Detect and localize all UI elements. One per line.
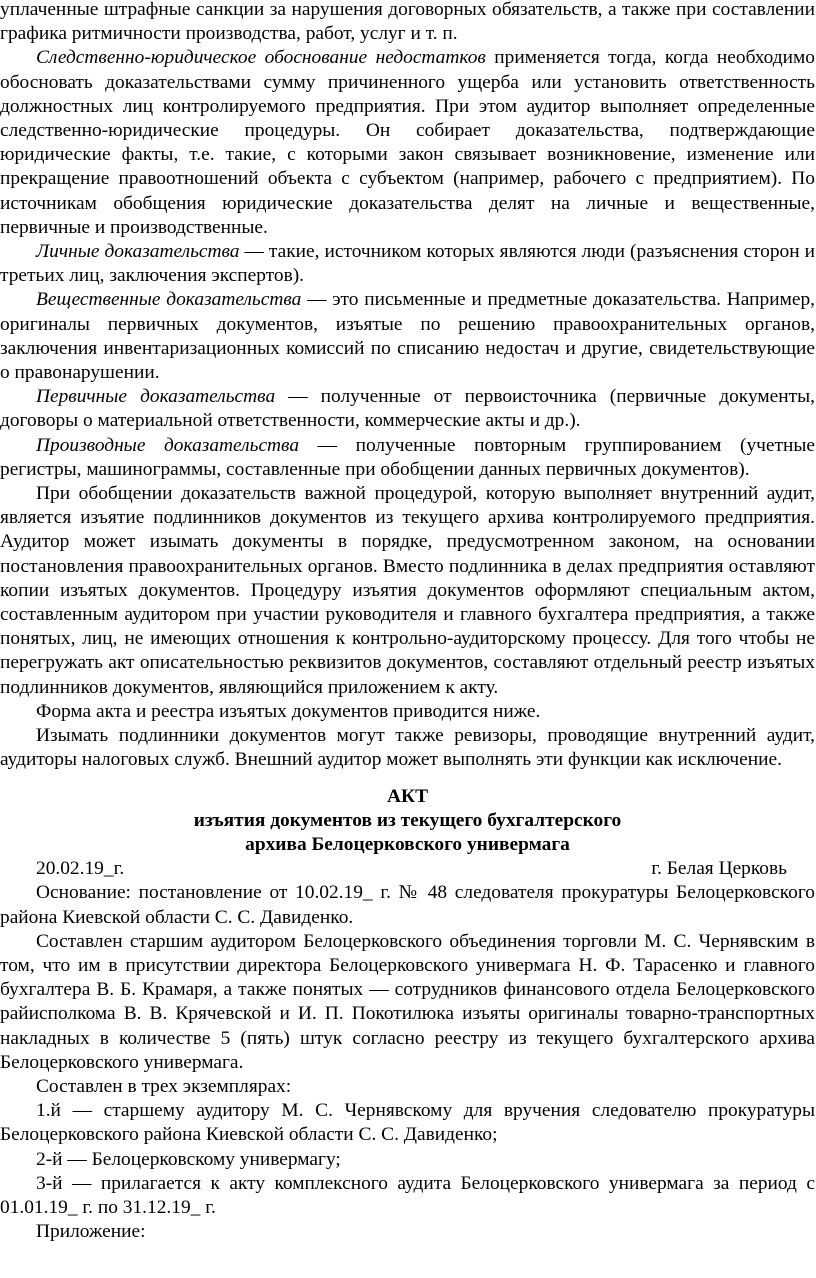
paragraph-auditors: Изымать подлинники документов могут также ревизоры, проводящие внутренний аудит, аудиторы налоговых служб. Внешний аудитор может выполнять эти функции как исключение. — [0, 725, 815, 771]
akt-subtitle-line1: изъятия документов из текущего бухгалтерского — [193, 809, 622, 831]
akt-composed: Составлен старшим аудитором Белоцерковского объединения торговли М. С. Чернявским в том, что им в присутствии директора Белоцерковского универмага Н. Ф. Тарасенко и главного бухгалтера В. Б. Крамаря, а также понятых — сотрудников финансового отдела Белоцерковского райисполкома В. В. Крячевской и И. П. Покотилюка изъяты оригиналы товарно-транспортных накладных в количестве 5 (пять) штук согласно реестру из текущего бухгалтерского архива Белоцерковского универмага. — [0, 930, 815, 1073]
paragraph-form-note: Форма акта и реестра изъятых документов приводится ниже. — [36, 700, 541, 722]
akt-copy-3: 3-й — прилагается к акту комплексного аудита Белоцерковского универмага за период с 01.01.19_ г. по 31.12.19_ г. — [0, 1172, 815, 1218]
term-personal-evidence: Личные доказательства — [36, 241, 240, 263]
paragraph-personal-evidence — [0, 240, 815, 288]
text-derived-evidence: — полученные повторным группированием (учетные регистры, машинограммы, составленные при обобщении данных первичных документов). — [0, 434, 815, 480]
term-material-evidence: Вещественные доказательства — [36, 289, 302, 311]
text-legal-justification: применяется тогда, когда необходимо обосновать доказательствами сумму причиненного ущерба или установить ответственность должностных лиц контролируемого предприятия. При этом аудитор выполняет определенные следственно-юридические процедуры. Он собирает доказательства, подтверждающие юридические факты, т.е. такие, с которыми закон связывает возникновение, изменение или прекращение правоотношений объекта с субъектом (например, рабочего с предприятием). По источникам обобщения юридические доказательства делят на личные и вещественные, первичные и производственные. — [0, 47, 815, 238]
paragraph-continuation: уплаченные штрафные санкции за нарушения договорных обязательств, а также при составлении графика ритмичности производства, работ, услуг и т. п. — [0, 0, 815, 45]
akt-date-row — [0, 857, 815, 881]
akt-appendix: Приложение: — [36, 1221, 146, 1243]
akt-subtitle-line2: архива Белоцерковского универмага — [245, 833, 570, 855]
term-derived-evidence: Производные доказательства — [36, 434, 300, 456]
paragraph-seizure-procedure: При обобщении доказательств важной процедурой, которую выполняет внутренний аудит, является изъятие подлинников документов из текущего архива контролируемого предприятия. Аудитор может изымать документы в порядке, предусмотренном законом, на основании постановления правоохранительных органов. Вместо подлинника в делах предприятия оставляют копии изъятых документов. Процедуру изъятия документов оформляют специальным актом, составленным аудитором при участии руководителя и главного бухгалтера предприятия, а также понятых, лиц, не имеющих отношения к контрольно-аудиторскому процессу. Для того чтобы не перегружать акт описательностью реквизитов документов, составляют отдельный реестр изъятых подлинников документов, являющийся приложением к акту. — [0, 483, 815, 698]
akt-title: АКТ — [387, 785, 428, 807]
paragraph-legal-justification — [0, 46, 815, 240]
akt-basis: Основание: постановление от 10.02.19_ г. № 48 следователя прокуратуры Белоцерковского района Киевской области С. С. Давиденко. — [0, 882, 815, 928]
text-material-evidence: — это письменные и предметные доказательства. Например, оригиналы первичных документов, изъятые по решению правоохранительных органов, заключения инвентаризационных комиссий по списанию недостач и другие, свидетельствующие о правонарушении. — [0, 289, 815, 384]
term-primary-evidence: Первичные доказательства — [36, 386, 276, 408]
akt-copy-1: 1.й — старшему аудитору М. С. Чернявскому для вручения следователю прокуратуры Белоцерковского района Киевской области С. С. Давиденко; — [0, 1100, 815, 1146]
term-legal-justification: Следственно-юридическое обоснование недостатков — [36, 47, 486, 69]
akt-copies: Составлен в трех экземплярах: — [36, 1075, 292, 1097]
akt-city: г. Белая Церковь — [651, 858, 787, 880]
akt-copy-2: 2-й — Белоцерковскому универмагу; — [36, 1148, 341, 1170]
text-personal-evidence: — такие, источником которых являются люди (разъяснения сторон и третьих лиц, заключения экспертов). — [0, 241, 815, 287]
akt-date: 20.02.19_г. — [36, 858, 125, 880]
paragraph-material-evidence — [0, 288, 815, 385]
paragraph-derived-evidence — [0, 434, 815, 482]
paragraph-primary-evidence — [0, 385, 815, 433]
text-primary-evidence: — полученные от первоисточника (первичные документы, договоры о материальной ответственности, коммерческие акты и др.). — [0, 386, 815, 432]
